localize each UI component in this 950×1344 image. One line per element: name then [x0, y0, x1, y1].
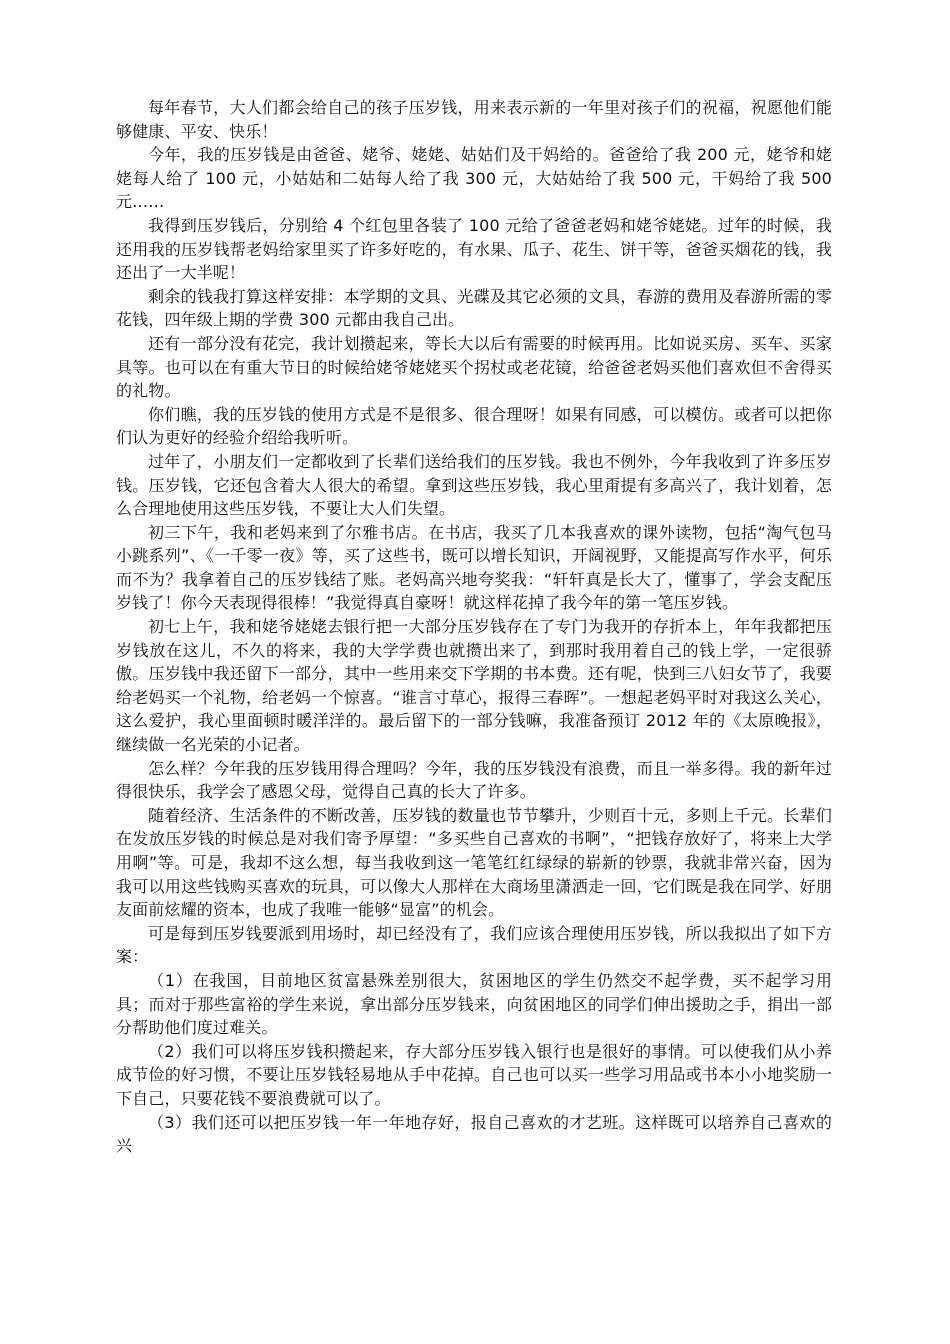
paragraph: 剩余的钱我打算这样安排：本学期的文具、光碟及其它必须的文具，春游的费用及春游所需的零花钱，四年级上期的学费 300 元都由我自己出。	[116, 286, 832, 330]
list-item: （1）在我国，目前地区贫富悬殊差别很大，贫困地区的学生仍然交不起学费，买不起学习用具；而对于那些富裕的学生来说，拿出部分压岁钱来，向贫困地区的同学们伸出援助之手，捐出一部分帮助他们度过难关。	[116, 970, 832, 1038]
list-item: （3）我们还可以把压岁钱一年一年地存好，报自己喜欢的才艺班。这样既可以培养自己喜欢的兴	[116, 1112, 832, 1156]
paragraph: 随着经济、生活条件的不断改善，压岁钱的数量也节节攀升，少则百十元，多则上千元。长辈们在发放压岁钱的时候总是对我们寄予厚望：“多买些自己喜欢的书啊”，“把钱存放好了，将来上大学用啊”等。可是，我却不这么想，每当我收到这一笔笔红红绿绿的崭新的钞票，我就非常兴奋，因为我可以用这些钱购买喜欢的玩具，可以像大人那样在大商场里潇洒走一回，它们既是我在同学、好朋友面前炫耀的资本，也成了我唯一能够“显富”的机会。	[116, 805, 832, 920]
paragraph: 今年，我的压岁钱是由爸爸、姥爷、姥姥、姑姑们及干妈给的。爸爸给了我 200 元，姥爷和姥姥每人给了 100 元，小姑姑和二姑每人给了我 300 元，大姑姑给了我 500 元，干妈给了我 500 元……	[116, 145, 832, 212]
paragraph: 可是每到压岁钱要派到用场时，却已经没有了，我们应该合理使用压岁钱，所以我拟出了如下方案：	[116, 923, 832, 967]
paragraph: 初七上午，我和姥爷姥姥去银行把一大部分压岁钱存在了专门为我开的存折本上，年年我都把压岁钱放在这儿，不久的将来，我的大学学费也就攒出来了，到那时我用着自己的钱上学，一定很骄傲。压岁钱中我还留下一部分，其中一些用来交下学期的书本费。还有呢，快到三八妇女节了，我要给老妈买一个礼物，给老妈一个惊喜。“谁言寸草心，报得三春晖”。一想起老妈平时对我这么关心，这么爱护，我心里面顿时暖洋洋的。最后留下的一部分钱嘛，我准备预订 2012 年的《太原晚报》，继续做一名光荣的小记者。	[116, 617, 832, 755]
paragraph: 初三下午，我和老妈来到了尔雅书店。在书店，我买了几本我喜欢的课外读物，包括“淘气包马小跳系列”、《一千零一夜》等，买了这些书，既可以增长知识，开阔视野，又能提高写作水平，何乐而不为？我拿着自己的压岁钱结了账。老妈高兴地夸奖我：“轩轩真是长大了，懂事了，学会支配压岁钱了！你今天表现得很棒！”我觉得真自豪呀！就这样花掉了我今年的第一笔压岁钱。	[116, 522, 832, 613]
paragraph: 过年了，小朋友们一定都收到了长辈们送给我们的压岁钱。我也不例外，今年我收到了许多压岁钱。压岁钱，它还包含着大人很大的希望。拿到这些压岁钱，我心里甭提有多高兴了，我计划着，怎么合理地使用这些压岁钱，不要让大人们失望。	[116, 451, 832, 519]
paragraph: 每年春节，大人们都会给自己的孩子压岁钱，用来表示新的一年里对孩子们的祝福，祝愿他们能够健康、平安、快乐！	[116, 98, 832, 141]
paragraph: 我得到压岁钱后，分别给 4 个红包里各装了 100 元给了爸爸老妈和姥爷姥姥。过年的时候，我还用我的压岁钱帮老妈给家里买了许多好吃的，有水果、瓜子、花生、饼干等，爸爸买烟花的钱，我还出了一大半呢！	[116, 215, 832, 283]
paragraph: 怎么样？今年我的压岁钱用得合理吗？今年，我的压岁钱没有浪费，而且一举多得。我的新年过得很快乐，我学会了感恩父母，觉得自己真的长大了许多。	[116, 758, 832, 802]
document-body	[116, 96, 832, 1158]
paragraph: 你们瞧，我的压岁钱的使用方式是不是很多、很合理呀！如果有同感，可以模仿。或者可以把你们认为更好的经验介绍给我听听。	[116, 404, 832, 448]
list-item: （2）我们可以将压岁钱积攒起来，存大部分压岁钱入银行也是很好的事情。可以使我们从小养成节俭的好习惯，不要让压岁钱轻易地从手中花掉。自己也可以买一些学习用品或书本小小地奖励一下自己，只要花钱不要浪费就可以了。	[116, 1041, 832, 1108]
paragraph: 还有一部分没有花完，我计划攒起来，等长大以后有需要的时候再用。比如说买房、买车、买家具等。也可以在有重大节日的时候给姥爷姥姥买个拐杖或老花镜，给爸爸老妈买他们喜欢但不舍得买的礼物。	[116, 333, 832, 401]
